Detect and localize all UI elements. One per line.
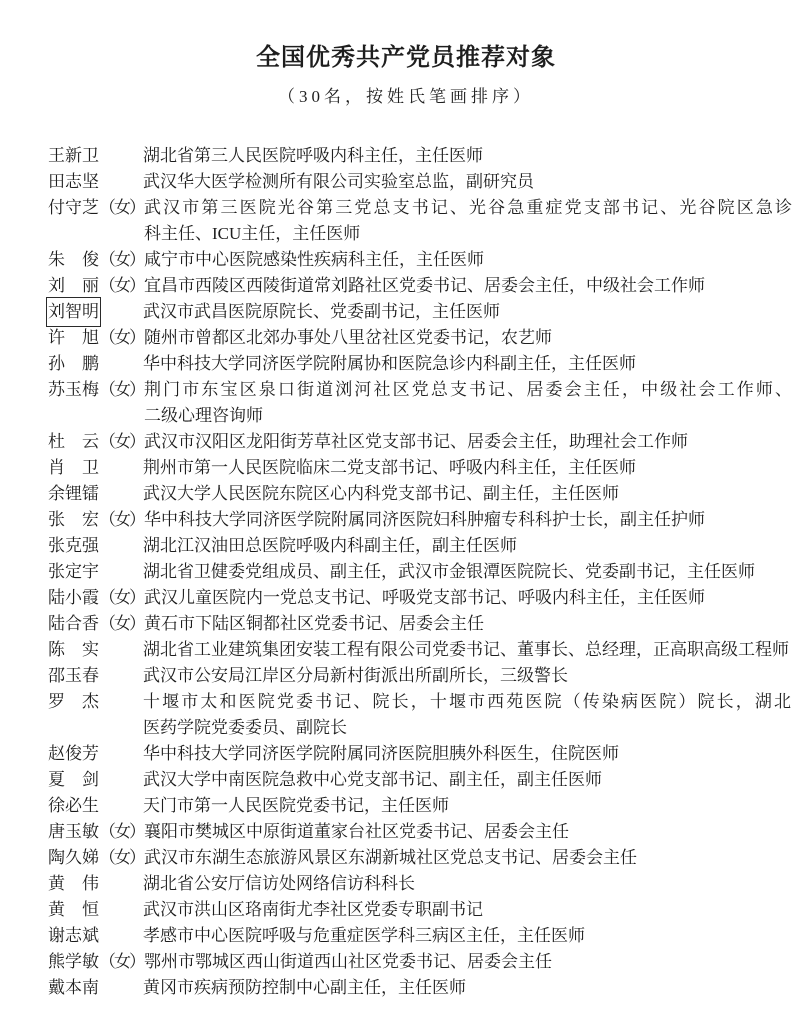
entry-name: 徐必生	[48, 796, 99, 815]
entry-row	[48, 143, 812, 169]
entry-name-cell	[48, 351, 143, 377]
entry-gender-label: （女）	[99, 848, 144, 867]
entry-description	[144, 195, 792, 247]
entry-description	[144, 949, 792, 975]
entry-description-line: 武汉大学人民医院东院区心内科党支部书记、副主任，主任医师	[143, 484, 619, 503]
entry-description-line: 二级心理咨询师	[144, 406, 263, 425]
entry-description-line: 湖北江汉油田总医院呼吸内科副主任，副主任医师	[143, 536, 517, 555]
entry-name-cell	[48, 637, 143, 663]
entry-description-line: 湖北省公安厅信访处网络信访科科长	[143, 874, 415, 893]
entry-description	[143, 871, 791, 897]
entry-name: 刘 丽	[48, 276, 99, 295]
entry-row	[48, 741, 812, 767]
entry-description-line: 随州市曾都区北郊办事处八里岔社区党委书记，农艺师	[144, 328, 552, 347]
entry-name-cell	[48, 611, 144, 637]
entry-name-cell	[48, 377, 144, 403]
entry-row	[48, 299, 812, 325]
entry-row	[48, 923, 812, 949]
entry-row	[48, 195, 812, 247]
entry-row	[48, 169, 812, 195]
entry-description-line: 荆门市东宝区泉口街道浏河社区党总支书记、居委会主任，中级社会工作师、	[144, 380, 792, 399]
entry-description	[143, 351, 791, 377]
entry-name-cell	[48, 845, 144, 871]
entry-row	[48, 455, 812, 481]
entry-name: 余锂镭	[48, 484, 99, 503]
entry-description-line: 医药学院党委委员、副院长	[143, 718, 347, 737]
entry-name-cell	[48, 793, 143, 819]
entry-row	[48, 273, 812, 299]
entry-description	[143, 689, 791, 741]
entry-description-line: 黄冈市疾病预防控制中心副主任，主任医师	[143, 978, 466, 997]
entry-name: 张 宏	[48, 510, 99, 529]
entry-name-cell	[48, 585, 144, 611]
entry-description	[144, 325, 792, 351]
entry-description	[143, 299, 791, 325]
entry-description-line: 武汉大学中南医院急救中心党支部书记、副主任，副主任医师	[143, 770, 602, 789]
entry-name: 肖 卫	[48, 458, 99, 477]
entry-name: 苏玉梅	[48, 380, 99, 399]
entry-row	[48, 429, 812, 455]
entry-gender-label: （女）	[99, 198, 144, 217]
entry-description-line: 荆州市第一人民医院临床二党支部书记、呼吸内科主任，主任医师	[143, 458, 636, 477]
entry-description	[143, 559, 791, 585]
entry-name: 黄 伟	[48, 874, 99, 893]
entry-name-cell	[48, 299, 143, 325]
entry-gender-label: （女）	[99, 510, 144, 529]
entry-gender-label: （女）	[99, 276, 144, 295]
entry-name-cell	[48, 325, 144, 351]
entry-description	[143, 975, 791, 1001]
entry-name-boxed: 刘智明	[48, 299, 99, 325]
entry-description-line: 宜昌市西陵区西陵街道常刘路社区党委书记、居委会主任，中级社会工作师	[144, 276, 705, 295]
entry-name-cell	[48, 559, 143, 585]
entry-description-line: 武汉儿童医院内一党总支书记、呼吸党支部书记、呼吸内科主任，主任医师	[144, 588, 705, 607]
entry-description	[143, 793, 791, 819]
entry-row	[48, 611, 812, 637]
entry-gender-label: （女）	[99, 614, 144, 633]
entry-row	[48, 949, 812, 975]
entry-name: 张克强	[48, 536, 99, 555]
entry-name: 黄 恒	[48, 900, 99, 919]
entry-name: 孙 鹏	[48, 354, 99, 373]
entry-description	[144, 247, 792, 273]
entry-gender-label: （女）	[99, 380, 144, 399]
entry-name: 陈 实	[48, 640, 99, 659]
entry-row	[48, 975, 812, 1001]
entry-name: 杜 云	[48, 432, 99, 451]
entry-name-cell	[48, 871, 143, 897]
entry-row	[48, 325, 812, 351]
entry-description	[144, 819, 792, 845]
entry-row	[48, 663, 812, 689]
entry-gender-label: （女）	[99, 588, 144, 607]
entry-description-line: 天门市第一人民医院党委书记，主任医师	[143, 796, 449, 815]
entry-description-line: 华中科技大学同济医学院附属同济医院妇科肿瘤专科科护士长，副主任护师	[144, 510, 705, 529]
entry-name: 赵俊芳	[48, 744, 99, 763]
entry-description-line: 黄石市下陆区铜都社区党委书记、居委会主任	[144, 614, 484, 633]
entry-name-cell	[48, 975, 143, 1001]
entry-name: 王新卫	[48, 146, 99, 165]
entry-name: 许 旭	[48, 328, 99, 347]
entry-description-line: 襄阳市樊城区中原街道董家台社区党委书记、居委会主任	[144, 822, 569, 841]
entry-row	[48, 559, 812, 585]
entry-row	[48, 819, 812, 845]
entry-description-line: 武汉市第三医院光谷第三党总支书记、光谷急重症党支部书记、光谷院区急诊	[144, 198, 792, 217]
entry-description-line: 十堰市太和医院党委书记、院长，十堰市西苑医院（传染病医院）院长，湖北	[143, 692, 791, 711]
entry-gender-label: （女）	[99, 250, 144, 269]
entry-description	[143, 637, 791, 663]
entry-description-line: 武汉市武昌医院原院长、党委副书记，主任医师	[143, 302, 500, 321]
entry-description-line: 武汉市汉阳区龙阳街芳草社区党支部书记、居委会主任，助理社会工作师	[144, 432, 688, 451]
entry-row	[48, 247, 812, 273]
entry-description-line: 科主任、ICU主任，主任医师	[144, 224, 361, 243]
entry-description	[144, 585, 792, 611]
entry-name-cell	[48, 507, 144, 533]
entry-description-line: 孝感市中心医院呼吸与危重症医学科三病区主任，主任医师	[143, 926, 585, 945]
entry-description-line: 武汉市洪山区珞南街尤李社区党委专职副书记	[143, 900, 483, 919]
entry-row	[48, 689, 812, 741]
entry-name: 熊学敏	[48, 952, 99, 971]
entry-name: 田志坚	[48, 172, 99, 191]
entry-description	[143, 663, 791, 689]
entry-name: 付守芝	[48, 198, 99, 217]
entry-row	[48, 377, 812, 429]
entry-name-cell	[48, 689, 143, 715]
entry-row	[48, 351, 812, 377]
entry-name-cell	[48, 195, 144, 221]
entry-description-line: 鄂州市鄂城区西山街道西山社区党委书记、居委会主任	[144, 952, 552, 971]
entry-name: 朱 俊	[48, 250, 99, 269]
entry-name-cell	[48, 663, 143, 689]
page-title: 全国优秀共产党员推荐对象	[256, 45, 556, 71]
entry-description	[143, 143, 791, 169]
entry-name-cell	[48, 741, 143, 767]
entry-description	[144, 273, 792, 299]
entry-row	[48, 481, 812, 507]
entry-description-line: 咸宁市中心医院感染性疾病科主任，主任医师	[144, 250, 484, 269]
entry-row	[48, 767, 812, 793]
entry-gender-label: （女）	[99, 432, 144, 451]
entry-description-line: 华中科技大学同济医学院附属同济医院胆胰外科医生，住院医师	[143, 744, 619, 763]
entry-name-cell	[48, 143, 143, 169]
entry-name: 唐玉敏	[48, 822, 99, 841]
recommendation-list	[48, 143, 812, 1001]
entry-description-line: 武汉华大医学检测所有限公司实验室总监，副研究员	[143, 172, 534, 191]
entry-name-cell	[48, 481, 143, 507]
entry-name-cell	[48, 767, 143, 793]
entry-description	[143, 169, 791, 195]
entry-description-line: 湖北省卫健委党组成员、副主任，武汉市金银潭医院院长、党委副书记，主任医师	[143, 562, 755, 581]
entry-name-cell	[48, 897, 143, 923]
entry-row	[48, 871, 812, 897]
entry-name: 张定宇	[48, 562, 99, 581]
entry-name-cell	[48, 923, 143, 949]
entry-gender-label: （女）	[99, 952, 144, 971]
entry-name: 罗 杰	[48, 692, 99, 711]
entry-description-line: 湖北省工业建筑集团安装工程有限公司党委书记、董事长、总经理，正高职高级工程师	[143, 640, 789, 659]
entry-name-cell	[48, 169, 143, 195]
entry-description-line: 湖北省第三人民医院呼吸内科主任，主任医师	[143, 146, 483, 165]
entry-description-line: 武汉市公安局江岸区分局新村街派出所副所长，三级警长	[143, 666, 568, 685]
entry-name: 谢志斌	[48, 926, 99, 945]
entry-description	[143, 455, 791, 481]
entry-description	[144, 611, 792, 637]
entry-description	[143, 741, 791, 767]
entry-name-cell	[48, 819, 144, 845]
entry-name: 陶久娣	[48, 848, 99, 867]
entry-name-cell	[48, 455, 143, 481]
entry-name-cell	[48, 429, 144, 455]
entry-row	[48, 897, 812, 923]
page-subtitle: （30名，按姓氏笔画排序）	[278, 87, 534, 106]
entry-name: 邵玉春	[48, 666, 99, 685]
entry-description	[144, 507, 792, 533]
entry-name-cell	[48, 273, 144, 299]
entry-description	[144, 429, 792, 455]
entry-gender-label: （女）	[99, 328, 144, 347]
entry-name: 陆小霞	[48, 588, 99, 607]
entry-description	[144, 845, 792, 871]
entry-description	[143, 533, 791, 559]
entry-row	[48, 845, 812, 871]
entry-name-cell	[48, 247, 144, 273]
entry-description	[143, 481, 791, 507]
entry-row	[48, 793, 812, 819]
entry-name-cell	[48, 949, 144, 975]
entry-description-line: 武汉市东湖生态旅游风景区东湖新城社区党总支书记、居委会主任	[144, 848, 637, 867]
entry-name: 戴本南	[48, 978, 99, 997]
entry-description	[143, 897, 791, 923]
entry-description	[144, 377, 792, 429]
entry-row	[48, 507, 812, 533]
entry-description-line: 华中科技大学同济医学院附属协和医院急诊内科副主任，主任医师	[143, 354, 636, 373]
entry-name: 夏 剑	[48, 770, 99, 789]
entry-row	[48, 637, 812, 663]
entry-row	[48, 533, 812, 559]
entry-name: 陆合香	[48, 614, 99, 633]
entry-description	[143, 767, 791, 793]
entry-gender-label: （女）	[99, 822, 144, 841]
entry-description	[143, 923, 791, 949]
entry-name-cell	[48, 533, 143, 559]
entry-row	[48, 585, 812, 611]
